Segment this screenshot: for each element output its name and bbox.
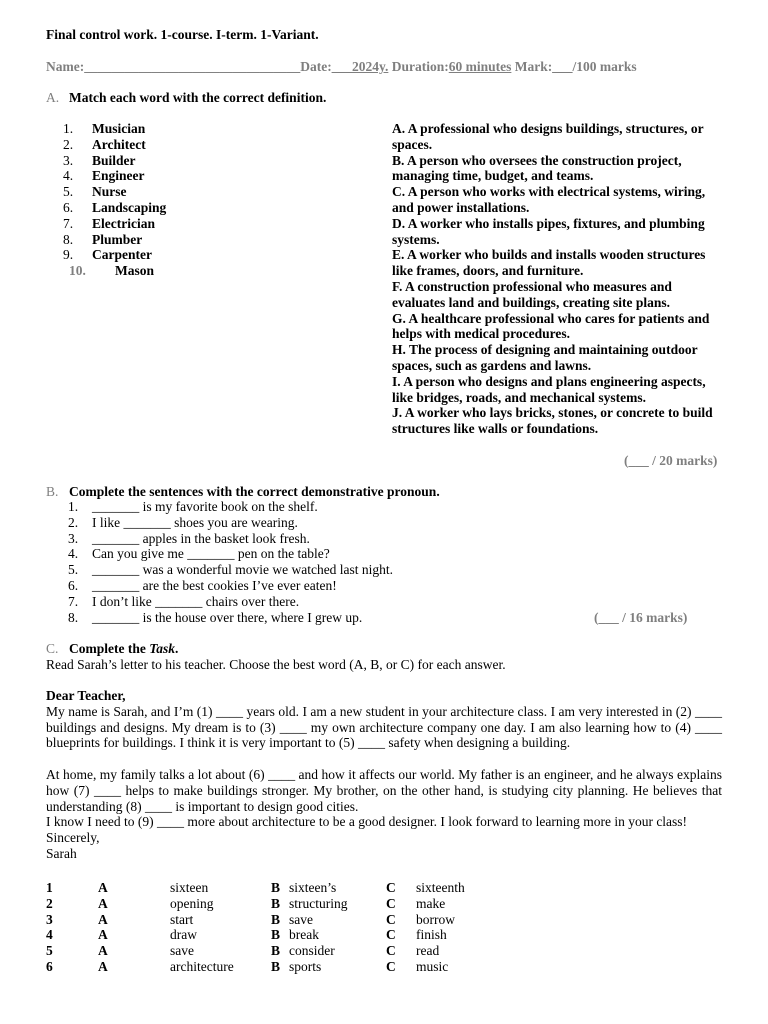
section-b-heading	[46, 484, 440, 500]
word-number: 10.	[69, 263, 86, 279]
sentence-number: 4.	[68, 546, 79, 562]
section-c-heading	[46, 641, 178, 657]
option-b-word: structuring	[289, 895, 348, 911]
sentence-text: _______ is my favorite book on the shelf.	[92, 499, 318, 514]
name-blank: ________________________________	[84, 59, 301, 74]
word-list-item	[63, 137, 166, 153]
word-list-item	[63, 247, 166, 263]
answer-row	[46, 912, 496, 928]
answer-row	[46, 959, 496, 975]
word-number: 1.	[63, 121, 74, 136]
option-a-letter: A	[98, 927, 108, 943]
word-list-item	[63, 216, 166, 232]
option-a-letter: A	[98, 943, 108, 959]
duration-label: Duration:	[388, 59, 449, 74]
sentence-text: _______ was a wonderful movie we watched last night.	[92, 562, 394, 578]
option-c-word: music	[416, 958, 449, 974]
sentence-number: 3.	[68, 530, 79, 546]
option-c-letter: C	[386, 927, 396, 943]
word-number: 3.	[63, 152, 74, 168]
sentence-text: _______ is the house over there, where I grew up.	[92, 609, 363, 625]
mark-total: /100 marks	[572, 59, 637, 74]
word-text: Builder	[92, 152, 136, 168]
duration-value: 60 minutes	[448, 59, 512, 74]
word-text: Engineer	[92, 168, 145, 184]
sentence-item	[68, 578, 393, 594]
option-c-letter: C	[386, 958, 396, 974]
option-c-word: sixteenth	[416, 880, 465, 895]
mark-label: Mark:	[511, 59, 553, 74]
word-number: 2.	[63, 136, 74, 152]
option-a-word: start	[170, 911, 194, 927]
option-c-letter: C	[386, 895, 396, 911]
sentence-item	[68, 610, 393, 626]
option-b-letter: B	[271, 958, 281, 974]
sentence-number: 1.	[68, 499, 79, 514]
option-a-word: opening	[170, 895, 214, 911]
word-text: Landscaping	[92, 199, 167, 215]
word-text: Carpenter	[92, 247, 152, 263]
option-a-letter: A	[98, 911, 108, 927]
word-text: Architect	[92, 136, 146, 152]
letter-body	[46, 688, 722, 862]
option-b-word: sixteen’s	[289, 880, 337, 895]
option-a-letter: A	[98, 880, 108, 895]
option-a-letter: A	[98, 958, 108, 974]
option-a-word: save	[170, 943, 194, 959]
option-b-letter: B	[271, 927, 281, 943]
word-text: Musician	[92, 121, 146, 136]
option-c-letter: C	[386, 911, 396, 927]
option-c-letter: C	[386, 880, 396, 895]
sentence-text: _______ apples in the basket look fresh.	[92, 530, 310, 546]
answer-row	[46, 896, 496, 912]
sentence-text: I like _______ shoes you are wearing.	[92, 514, 298, 530]
sentence-item	[68, 515, 393, 531]
sentence-item	[68, 594, 393, 610]
name-label: Name:	[46, 59, 85, 74]
definition-item: F. A construction professional who measures and evaluates land and buildings, creating site plans.	[392, 278, 672, 310]
date-value: ___2024y.	[331, 59, 389, 74]
definition-item: E. A worker who builds and installs wooden structures like frames, doors, and furniture.	[392, 247, 706, 279]
section-a-marks: (___ / 20 marks)	[624, 453, 718, 468]
section-a-heading	[46, 90, 326, 106]
sentence-number: 5.	[68, 562, 79, 578]
word-number: 6.	[63, 199, 74, 215]
option-b-letter: B	[271, 895, 281, 911]
word-number: 5.	[63, 184, 74, 200]
option-b-word: sports	[289, 958, 322, 974]
option-c-letter: C	[386, 943, 396, 959]
word-text: Nurse	[92, 184, 127, 200]
answer-number: 5	[46, 943, 53, 959]
word-text: Plumber	[92, 231, 143, 247]
student-info-line	[46, 59, 637, 75]
word-number: 9.	[63, 247, 74, 263]
sentence-number: 6.	[68, 577, 79, 593]
letter-paragraph-3: I know I need to (9) ____ more about architecture to be a good designer. I look forward to learning more in your class!	[46, 814, 688, 830]
word-list-item	[63, 232, 166, 248]
letter-paragraph-1: My name is Sarah, and I’m (1) ____ years old. I am a new student in your architecture class. I am very interested in (2) ____ buildings and designs. My dream is to (3) ____ my own architecture company one day. I am also learning how to (4) ____ blueprints for buildings. I think it is very important to (5) ____ safety when designing a building.	[46, 703, 722, 751]
section-c-instruction-prefix: Complete the	[69, 641, 150, 656]
letter-signature: Sarah	[46, 845, 77, 861]
definition-list	[392, 121, 722, 437]
option-b-word: consider	[289, 943, 335, 959]
section-b-letter: B.	[46, 484, 59, 499]
option-c-word: borrow	[416, 911, 455, 927]
letter-paragraph-2: At home, my family talks a lot about (6) ____ and how it affects our world. My father is an engineer, and he always explains how (7) ____ helps to make buildings stronger. My brother, on the other hand, is studying city planning. He believes that understanding (8) ____ is important to design good cities.	[46, 766, 722, 814]
definition-item: I. A person who designs and plans engineering aspects, like bridges, roads, and mechanical systems.	[392, 373, 706, 405]
word-list	[63, 121, 166, 279]
letter-closing: Sincerely,	[46, 830, 100, 846]
definition-item: D. A worker who installs pipes, fixtures, and plumbing systems.	[392, 215, 705, 247]
word-list-item	[63, 200, 166, 216]
sentence-list	[68, 499, 393, 625]
page-title: Final control work. 1-course. I-term. 1-Variant.	[46, 27, 319, 42]
answer-number: 3	[46, 911, 53, 927]
option-b-word: save	[289, 911, 313, 927]
sentence-item	[68, 531, 393, 547]
answer-row	[46, 927, 496, 943]
sentence-item	[68, 499, 393, 515]
section-b-instruction: Complete the sentences with the correct demonstrative pronoun.	[69, 484, 440, 499]
sentence-number: 7.	[68, 593, 79, 609]
section-a-letter: A.	[46, 90, 60, 105]
answer-number: 4	[46, 927, 53, 943]
option-a-word: draw	[170, 927, 197, 943]
option-c-word: make	[416, 895, 446, 911]
definition-item: B. A person who oversees the construction project, managing time, budget, and teams.	[392, 152, 682, 184]
option-c-word: finish	[416, 927, 447, 943]
answer-options-table	[46, 880, 496, 975]
word-number: 7.	[63, 215, 74, 231]
definition-item: G. A healthcare professional who cares for patients and helps with medical procedures.	[392, 310, 710, 342]
word-text: Mason	[115, 263, 155, 279]
word-list-item	[63, 121, 166, 137]
word-list-item	[63, 263, 166, 279]
option-a-word: architecture	[170, 958, 234, 974]
word-number: 4.	[63, 168, 74, 184]
word-number: 8.	[63, 231, 74, 247]
answer-number: 2	[46, 895, 53, 911]
sentence-item	[68, 562, 393, 578]
definition-item: H. The process of designing and maintaining outdoor spaces, such as gardens and lawns.	[392, 342, 698, 373]
answer-row	[46, 880, 496, 896]
section-c-instruction-italic: Task	[149, 641, 175, 656]
mark-blank: ___	[552, 59, 573, 74]
option-a-letter: A	[98, 895, 108, 911]
option-b-word: break	[289, 927, 319, 943]
definition-item: A. A professional who designs buildings, structures, or spaces.	[392, 121, 704, 152]
answer-number: 1	[46, 880, 53, 895]
word-list-item	[63, 153, 166, 169]
sentence-number: 8.	[68, 609, 79, 625]
option-b-letter: B	[271, 880, 281, 895]
sentence-text: Can you give me _______ pen on the table?	[92, 546, 330, 562]
definition-item: C. A person who works with electrical systems, wiring, and power installations.	[392, 184, 706, 215]
date-label: Date:	[300, 59, 332, 74]
sentence-text: _______ are the best cookies I’ve ever eaten!	[92, 577, 337, 593]
sentence-number: 2.	[68, 514, 79, 530]
definition-item: J. A worker who lays bricks, stones, or concrete to build structures like walls or foundations.	[392, 405, 713, 437]
word-text: Electrician	[92, 215, 155, 231]
answer-number: 6	[46, 958, 53, 974]
section-b-marks: (___ / 16 marks)	[594, 610, 688, 625]
word-list-item	[63, 168, 166, 184]
section-c-intro: Read Sarah’s letter to his teacher. Choose the best word (A, B, or C) for each answer.	[46, 657, 506, 672]
section-c-instruction-suffix: .	[175, 641, 179, 656]
letter-salutation: Dear Teacher,	[46, 688, 126, 703]
word-list-item	[63, 184, 166, 200]
option-c-word: read	[416, 943, 440, 959]
option-b-letter: B	[271, 943, 281, 959]
sentence-item	[68, 546, 393, 562]
answer-row	[46, 943, 496, 959]
section-a-instruction: Match each word with the correct definition.	[69, 90, 327, 105]
option-a-word: sixteen	[170, 880, 209, 895]
option-b-letter: B	[271, 911, 281, 927]
sentence-text: I don’t like _______ chairs over there.	[92, 593, 300, 609]
section-c-letter: C.	[46, 641, 59, 656]
